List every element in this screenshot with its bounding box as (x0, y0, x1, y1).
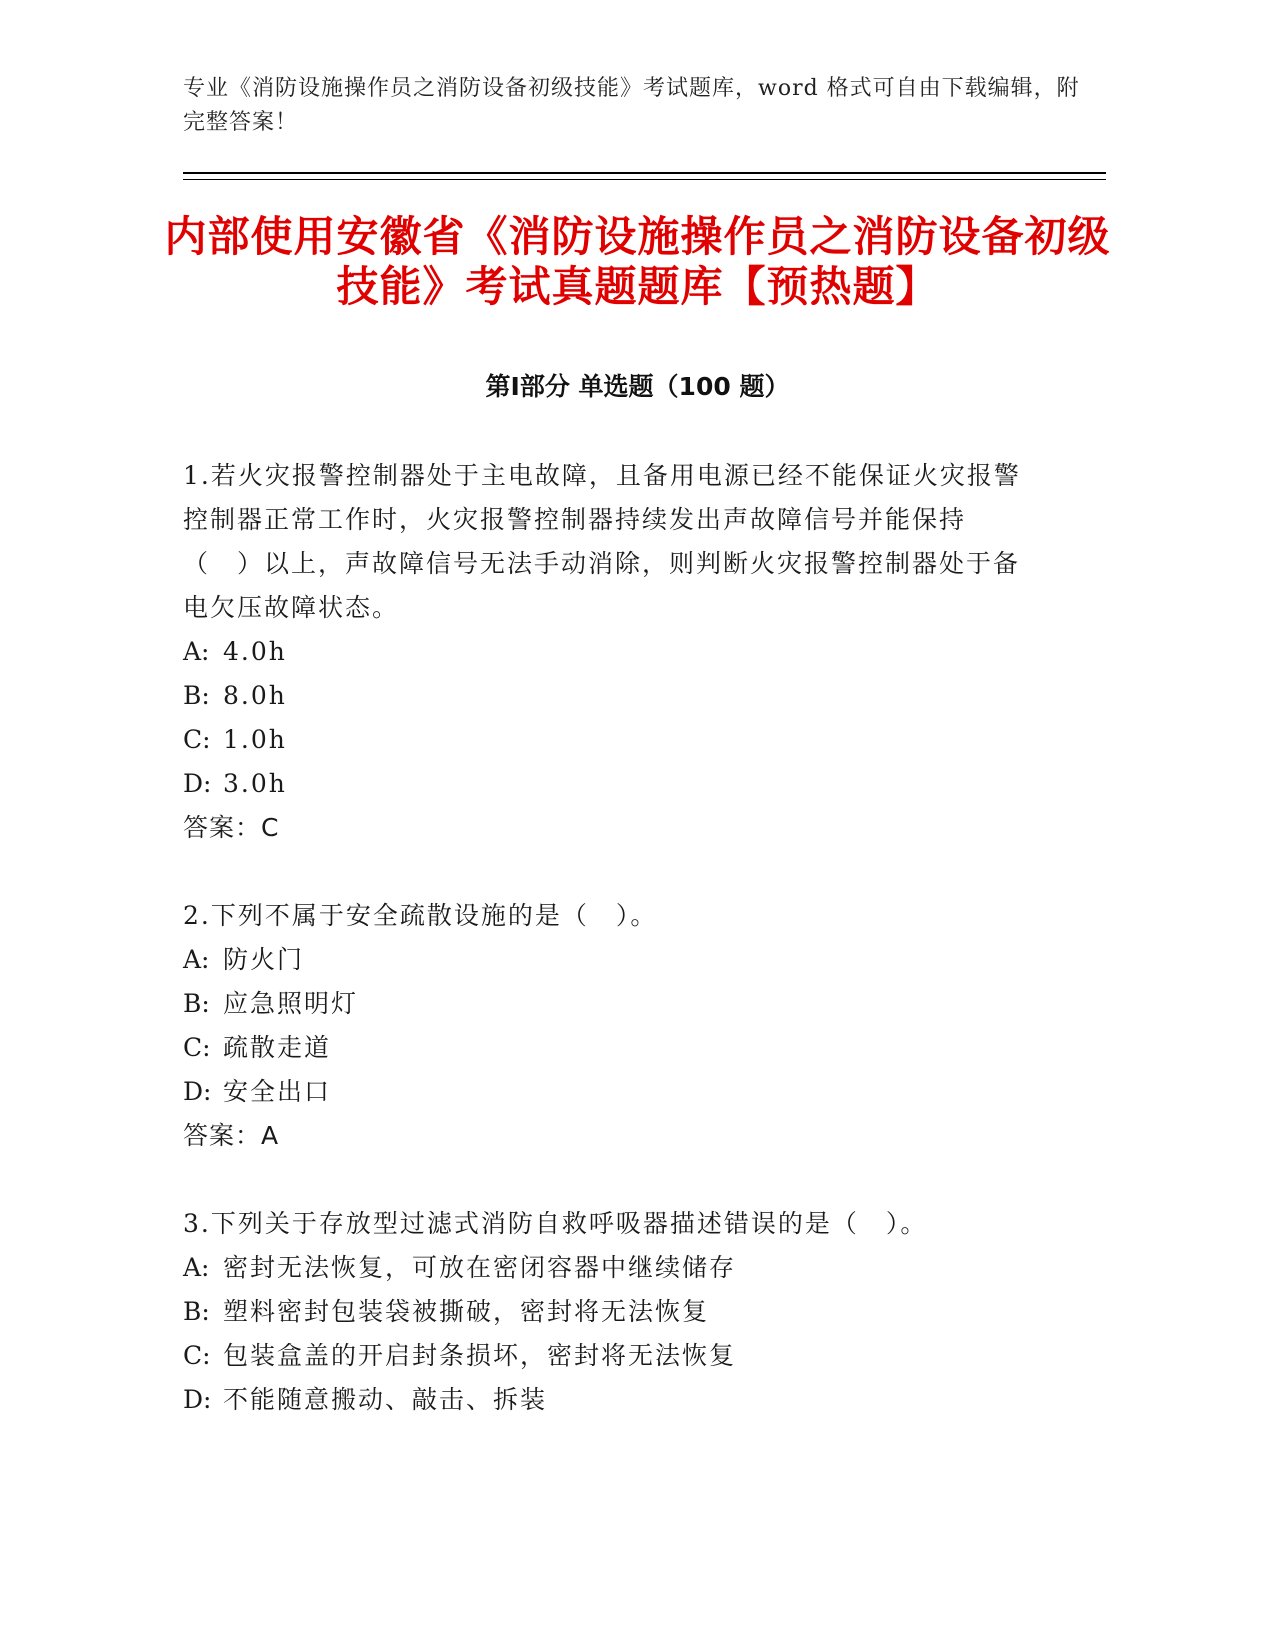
option-letter: B: (183, 681, 210, 710)
option-letter: A: (183, 637, 210, 666)
option-d (183, 1378, 1033, 1422)
question-stem: 1.若火灾报警控制器处于主电故障，且备用电源已经不能保证火灾报警控制器正常工作时，火灾报警控制器持续发出声故障信号并能保持（ ）以上，声故障信号无法手动消除，则判断火灾报警控制器处于备电欠压故障状态。 (183, 461, 1021, 622)
header-rule-thick (183, 172, 1106, 174)
option-letter: B: (183, 989, 210, 1018)
option-letter: A: (183, 945, 210, 974)
option-c (183, 1026, 1033, 1070)
option-letter: D: (183, 769, 212, 798)
option-letter: B: (183, 1297, 210, 1326)
option-a (183, 938, 1033, 982)
option-text: 3.0h (223, 769, 287, 798)
question-3 (183, 1202, 1033, 1422)
option-c (183, 1334, 1033, 1378)
question-stem: 3.下列关于存放型过滤式消防自救呼吸器描述错误的是（ ）。 (183, 1209, 928, 1238)
option-letter: A: (183, 1253, 210, 1282)
option-b (183, 982, 1033, 1026)
question-list (183, 454, 1033, 1466)
option-text: 疏散走道 (223, 1033, 332, 1062)
option-text: 防火门 (223, 945, 305, 974)
option-d (183, 762, 1033, 806)
option-text: 应急照明灯 (223, 989, 359, 1018)
option-text: 包装盒盖的开启封条损坏，密封将无法恢复 (223, 1341, 737, 1370)
question-1 (183, 454, 1033, 850)
option-b (183, 674, 1033, 718)
header-note: 专业《消防设施操作员之消防设备初级技能》考试题库，word 格式可自由下载编辑，附完整答案！ (183, 76, 1080, 135)
option-letter: C: (183, 725, 211, 754)
option-text: 不能随意搬动、敲击、拆装 (223, 1385, 548, 1414)
header-rule-thin (183, 179, 1106, 180)
option-a (183, 1246, 1033, 1290)
option-letter: D: (183, 1077, 212, 1106)
option-a (183, 630, 1033, 674)
option-c (183, 718, 1033, 762)
option-d (183, 1070, 1033, 1114)
option-letter: D: (183, 1385, 212, 1414)
answer-line: 答案：A (183, 1121, 280, 1150)
document-title: 内部使用安徽省《消防设施操作员之消防设备初级技能》考试真题题库【预热题】 (164, 212, 1111, 311)
option-b (183, 1290, 1033, 1334)
option-text: 密封无法恢复，可放在密闭容器中继续储存 (223, 1253, 737, 1282)
question-2 (183, 894, 1033, 1158)
option-text: 4.0h (223, 637, 287, 666)
section-heading: 第Ⅰ部分 单选题（100 题） (485, 372, 790, 401)
option-letter: C: (183, 1341, 211, 1370)
option-text: 塑料密封包装袋被撕破，密封将无法恢复 (223, 1297, 710, 1326)
answer-line: 答案：C (183, 813, 280, 842)
option-letter: C: (183, 1033, 211, 1062)
option-text: 1.0h (223, 725, 287, 754)
question-stem: 2.下列不属于安全疏散设施的是（ ）。 (183, 901, 658, 930)
option-text: 安全出口 (223, 1077, 332, 1106)
option-text: 8.0h (223, 681, 287, 710)
